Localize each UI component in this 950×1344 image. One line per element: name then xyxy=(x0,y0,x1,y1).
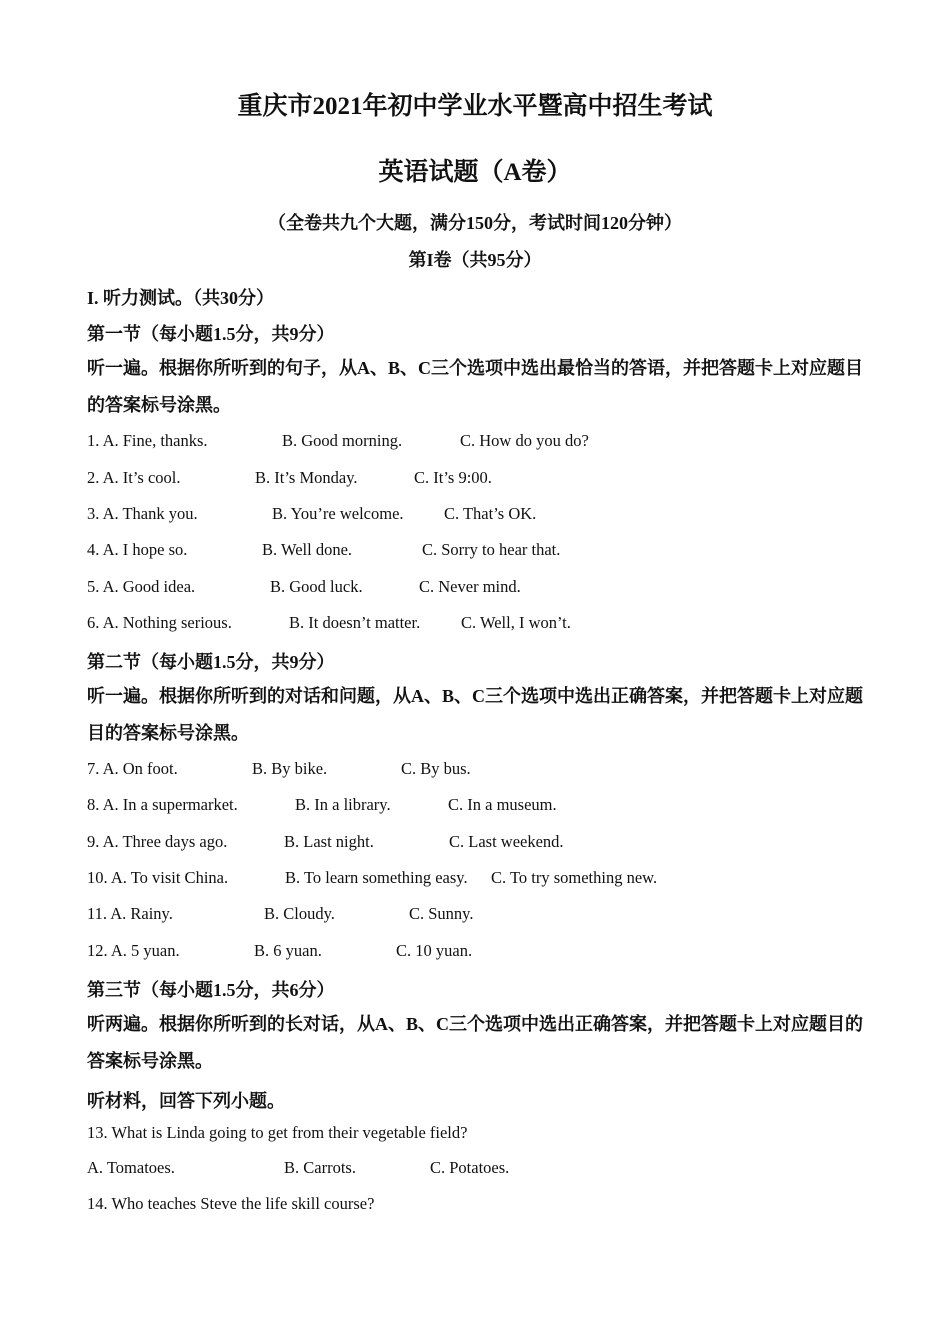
option-c: C. Sorry to hear that. xyxy=(422,540,561,559)
question-stem: 14. Who teaches Steve the life skill course? xyxy=(87,1194,375,1213)
option-b: B. Last night. xyxy=(284,832,374,851)
option-b: B. You’re welcome. xyxy=(272,504,404,523)
option-b: B. It’s Monday. xyxy=(255,468,358,487)
option-a: A. Tomatoes. xyxy=(87,1158,175,1177)
question-stem: 13. What is Linda going to get from their vegetable field? xyxy=(87,1123,468,1142)
option-a: 2. A. It’s cool. xyxy=(87,468,181,487)
option-c: C. That’s OK. xyxy=(444,504,537,523)
option-b: B. Well done. xyxy=(262,540,353,559)
option-c: C. Never mind. xyxy=(419,577,521,596)
part1-heading: I. 听力测试。（共30分） xyxy=(87,288,275,308)
section2-heading: 第二节（每小题1.5分，共9分） xyxy=(87,652,335,672)
volume-heading: 第I卷（共95分） xyxy=(408,250,542,270)
option-b: B. It doesn’t matter. xyxy=(289,613,421,632)
option-b: B. In a library. xyxy=(295,795,391,814)
option-b: B. By bike. xyxy=(252,759,328,778)
material-prompt: 听材料，回答下列小题。 xyxy=(87,1091,285,1111)
option-c: C. Potatoes. xyxy=(430,1158,510,1177)
section1-instruction: 听一遍。根据你所听到的句子，从A、B、C三个选项中选出最恰当的答语，并把答题卡上对应题目的答案标号涂黑。 xyxy=(87,358,863,415)
exam-subtitle: 英语试题（A卷） xyxy=(378,159,572,186)
option-c: C. In a museum. xyxy=(448,795,557,814)
option-a: 4. A. I hope so. xyxy=(87,540,188,559)
option-c: C. To try something new. xyxy=(491,868,658,887)
option-c: C. 10 yuan. xyxy=(396,941,473,960)
option-a: 10. A. To visit China. xyxy=(87,868,229,887)
section3-instruction: 听两遍。根据你所听到的长对话，从A、B、C三个选项中选出正确答案，并把答题卡上对应题目的答案标号涂黑。 xyxy=(87,1014,863,1071)
exam-info: （全卷共九个大题，满分150分，考试时间120分钟） xyxy=(268,213,682,233)
option-a: 7. A. On foot. xyxy=(87,759,178,778)
option-a: 9. A. Three days ago. xyxy=(87,832,228,851)
option-a: 5. A. Good idea. xyxy=(87,577,196,596)
option-b: B. Good luck. xyxy=(270,577,363,596)
section1-heading: 第一节（每小题1.5分，共9分） xyxy=(87,324,335,344)
option-a: 1. A. Fine, thanks. xyxy=(87,431,208,450)
option-a: 11. A. Rainy. xyxy=(87,904,173,923)
option-c: C. Well, I won’t. xyxy=(461,613,571,632)
option-a: 6. A. Nothing serious. xyxy=(87,613,232,632)
section2-instruction: 听一遍。根据你所听到的对话和问题，从A、B、C三个选项中选出正确答案，并把答题卡上对应题目的答案标号涂黑。 xyxy=(87,686,863,743)
section3-heading: 第三节（每小题1.5分，共6分） xyxy=(87,980,335,1000)
option-a: 3. A. Thank you. xyxy=(87,504,198,523)
option-b: B. Good morning. xyxy=(282,431,403,450)
option-b: B. 6 yuan. xyxy=(254,941,322,960)
option-c: C. By bus. xyxy=(401,759,471,778)
option-b: B. Carrots. xyxy=(284,1158,356,1177)
exam-title: 重庆市2021年初中学业水平暨高中招生考试 xyxy=(237,93,713,120)
option-c: C. How do you do? xyxy=(460,431,589,450)
option-c: C. It’s 9:00. xyxy=(414,468,492,487)
option-c: C. Last weekend. xyxy=(449,832,564,851)
option-b: B. Cloudy. xyxy=(264,904,335,923)
option-c: C. Sunny. xyxy=(409,904,474,923)
option-a: 8. A. In a supermarket. xyxy=(87,795,238,814)
option-a: 12. A. 5 yuan. xyxy=(87,941,180,960)
option-b: B. To learn something easy. xyxy=(285,868,468,887)
